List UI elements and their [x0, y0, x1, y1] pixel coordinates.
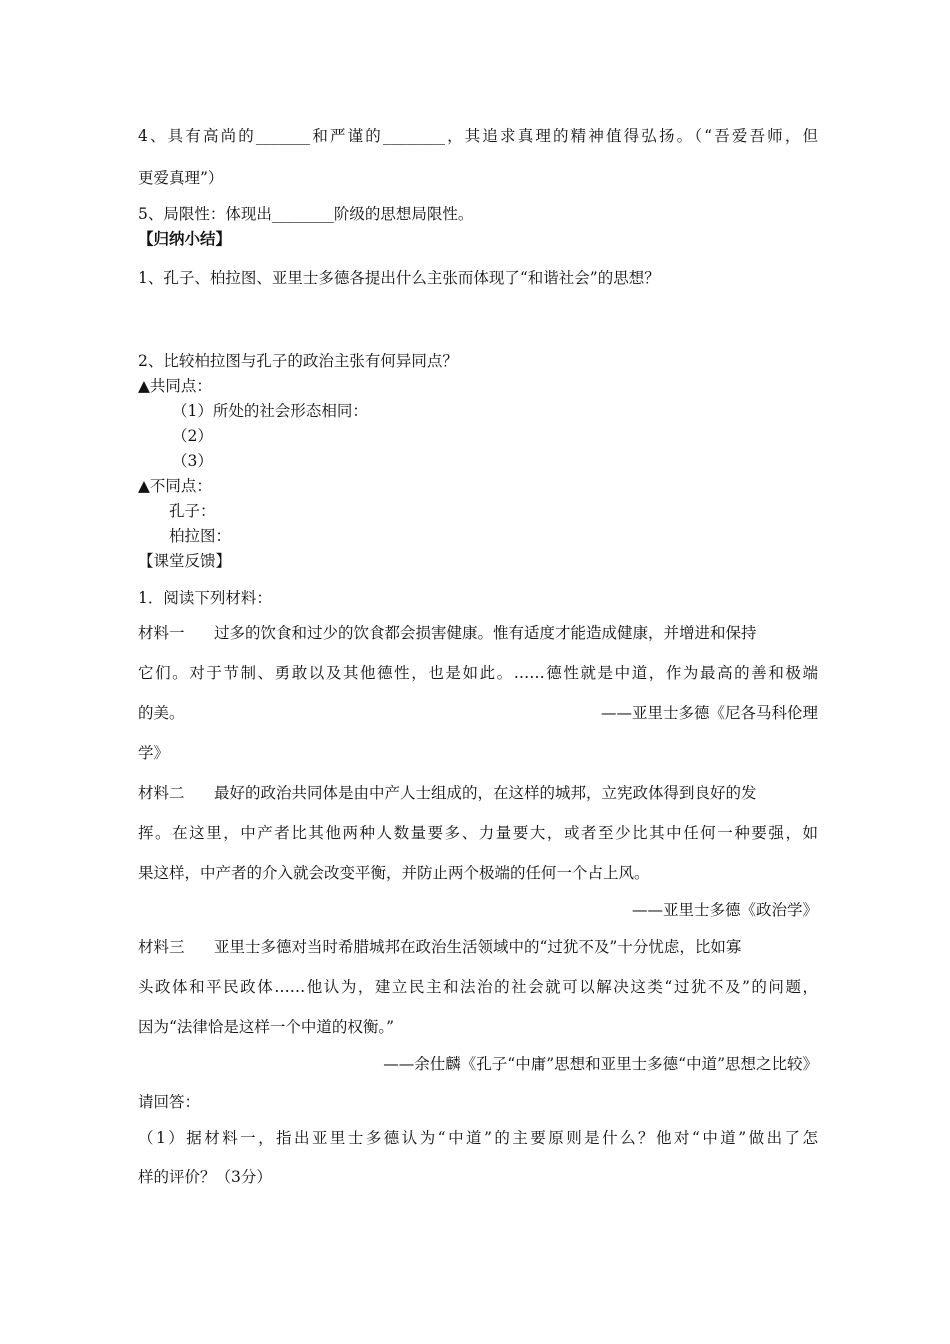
question-1-line-2: 样的评价？（3分）: [138, 1168, 272, 1186]
material-1-line-3: [138, 703, 818, 723]
material-2-text-1: 最好的政治共同体是由中产人士组成的，在这样的城邦，立宪政体得到良好的发: [214, 784, 757, 802]
summary-question-1: 1、孔子、柏拉图、亚里士多德各提出什么主张而体现了“和谐社会”的思想？: [138, 269, 660, 287]
material-2-label: 材料二: [138, 784, 185, 802]
feedback-intro: 1．阅读下列材料：: [138, 589, 272, 607]
material-3-line-3: 因为“法律恰是这样一个中道的权衡。”: [138, 1018, 395, 1036]
material-2-line-3: 果这样，中产者的介入就会改变平衡，并防止两个极端的任何一个占上风。: [138, 864, 650, 882]
common-point-3: （3）: [172, 452, 213, 470]
material-1-text-1: 过多的饮食和过少的饮食都会损害健康。惟有适度才能造成健康，并增进和保持: [214, 624, 757, 642]
item-4-line-1: 4、具有高尚的_______和严谨的________，其追求真理的精神值得弘扬。（“吾爱吾师，但: [138, 127, 818, 145]
summary-question-2: 2、比较柏拉图与孔子的政治主张有何异同点？: [138, 352, 458, 370]
common-points-heading: ▲共同点：: [138, 377, 212, 395]
material-1-source: ——亚里士多德《尼各马科伦理: [600, 704, 818, 722]
item-5: 5、局限性：体现出________阶级的思想局限性。: [138, 205, 474, 223]
diff-point-confucius: 孔子：: [169, 502, 216, 520]
question-1-line-1: （1）据材料一，指出亚里士多德认为“中道”的主要原则是什么？他对“中道”做出了怎: [138, 1129, 818, 1147]
material-1-label: 材料一: [138, 624, 185, 642]
common-point-1: （1）所处的社会形态相同：: [172, 402, 368, 420]
material-3-label: 材料三: [138, 938, 185, 956]
material-1-source-cont: 学》: [138, 744, 170, 762]
material-1-line-2: 它们。对于节制、勇敢以及其他德性，也是如此。……德性就是中道，作为最高的善和极端: [138, 664, 818, 682]
material-3-line-1: [138, 937, 818, 957]
material-3-source: ——余仕麟《孔子“中庸”思想和亚里士多德“中道”思想之比较》: [383, 1055, 818, 1073]
material-2-line-2: 挥。在这里，中产者比其他两种人数量要多、力量要大，或者至少比其中任何一种要强，如: [138, 824, 818, 842]
material-2-source: ——亚里士多德《政治学》: [631, 901, 818, 919]
item-4-line-2: 更爱真理”）: [138, 169, 224, 187]
material-2-line-1: [138, 783, 818, 803]
material-1-line-1: [138, 623, 818, 643]
diff-points-heading: ▲不同点：: [138, 477, 212, 495]
material-1-text-3: 的美。: [138, 704, 185, 722]
common-point-2: （2）: [172, 427, 213, 445]
material-3-line-2: 头政体和平民政体……他认为，建立民主和法治的社会就可以解决这类“过犹不及”的问题，: [138, 978, 818, 996]
feedback-heading: 【课堂反馈】: [138, 552, 232, 570]
answer-prompt: 请回答：: [138, 1093, 201, 1111]
diff-point-plato: 柏拉图：: [169, 527, 232, 545]
summary-heading: 【归纳小结】: [138, 229, 232, 248]
material-3-text-1: 亚里士多德对当时希腊城邦在政治生活领域中的“过犹不及”十分忧虑，比如寡: [214, 938, 742, 956]
